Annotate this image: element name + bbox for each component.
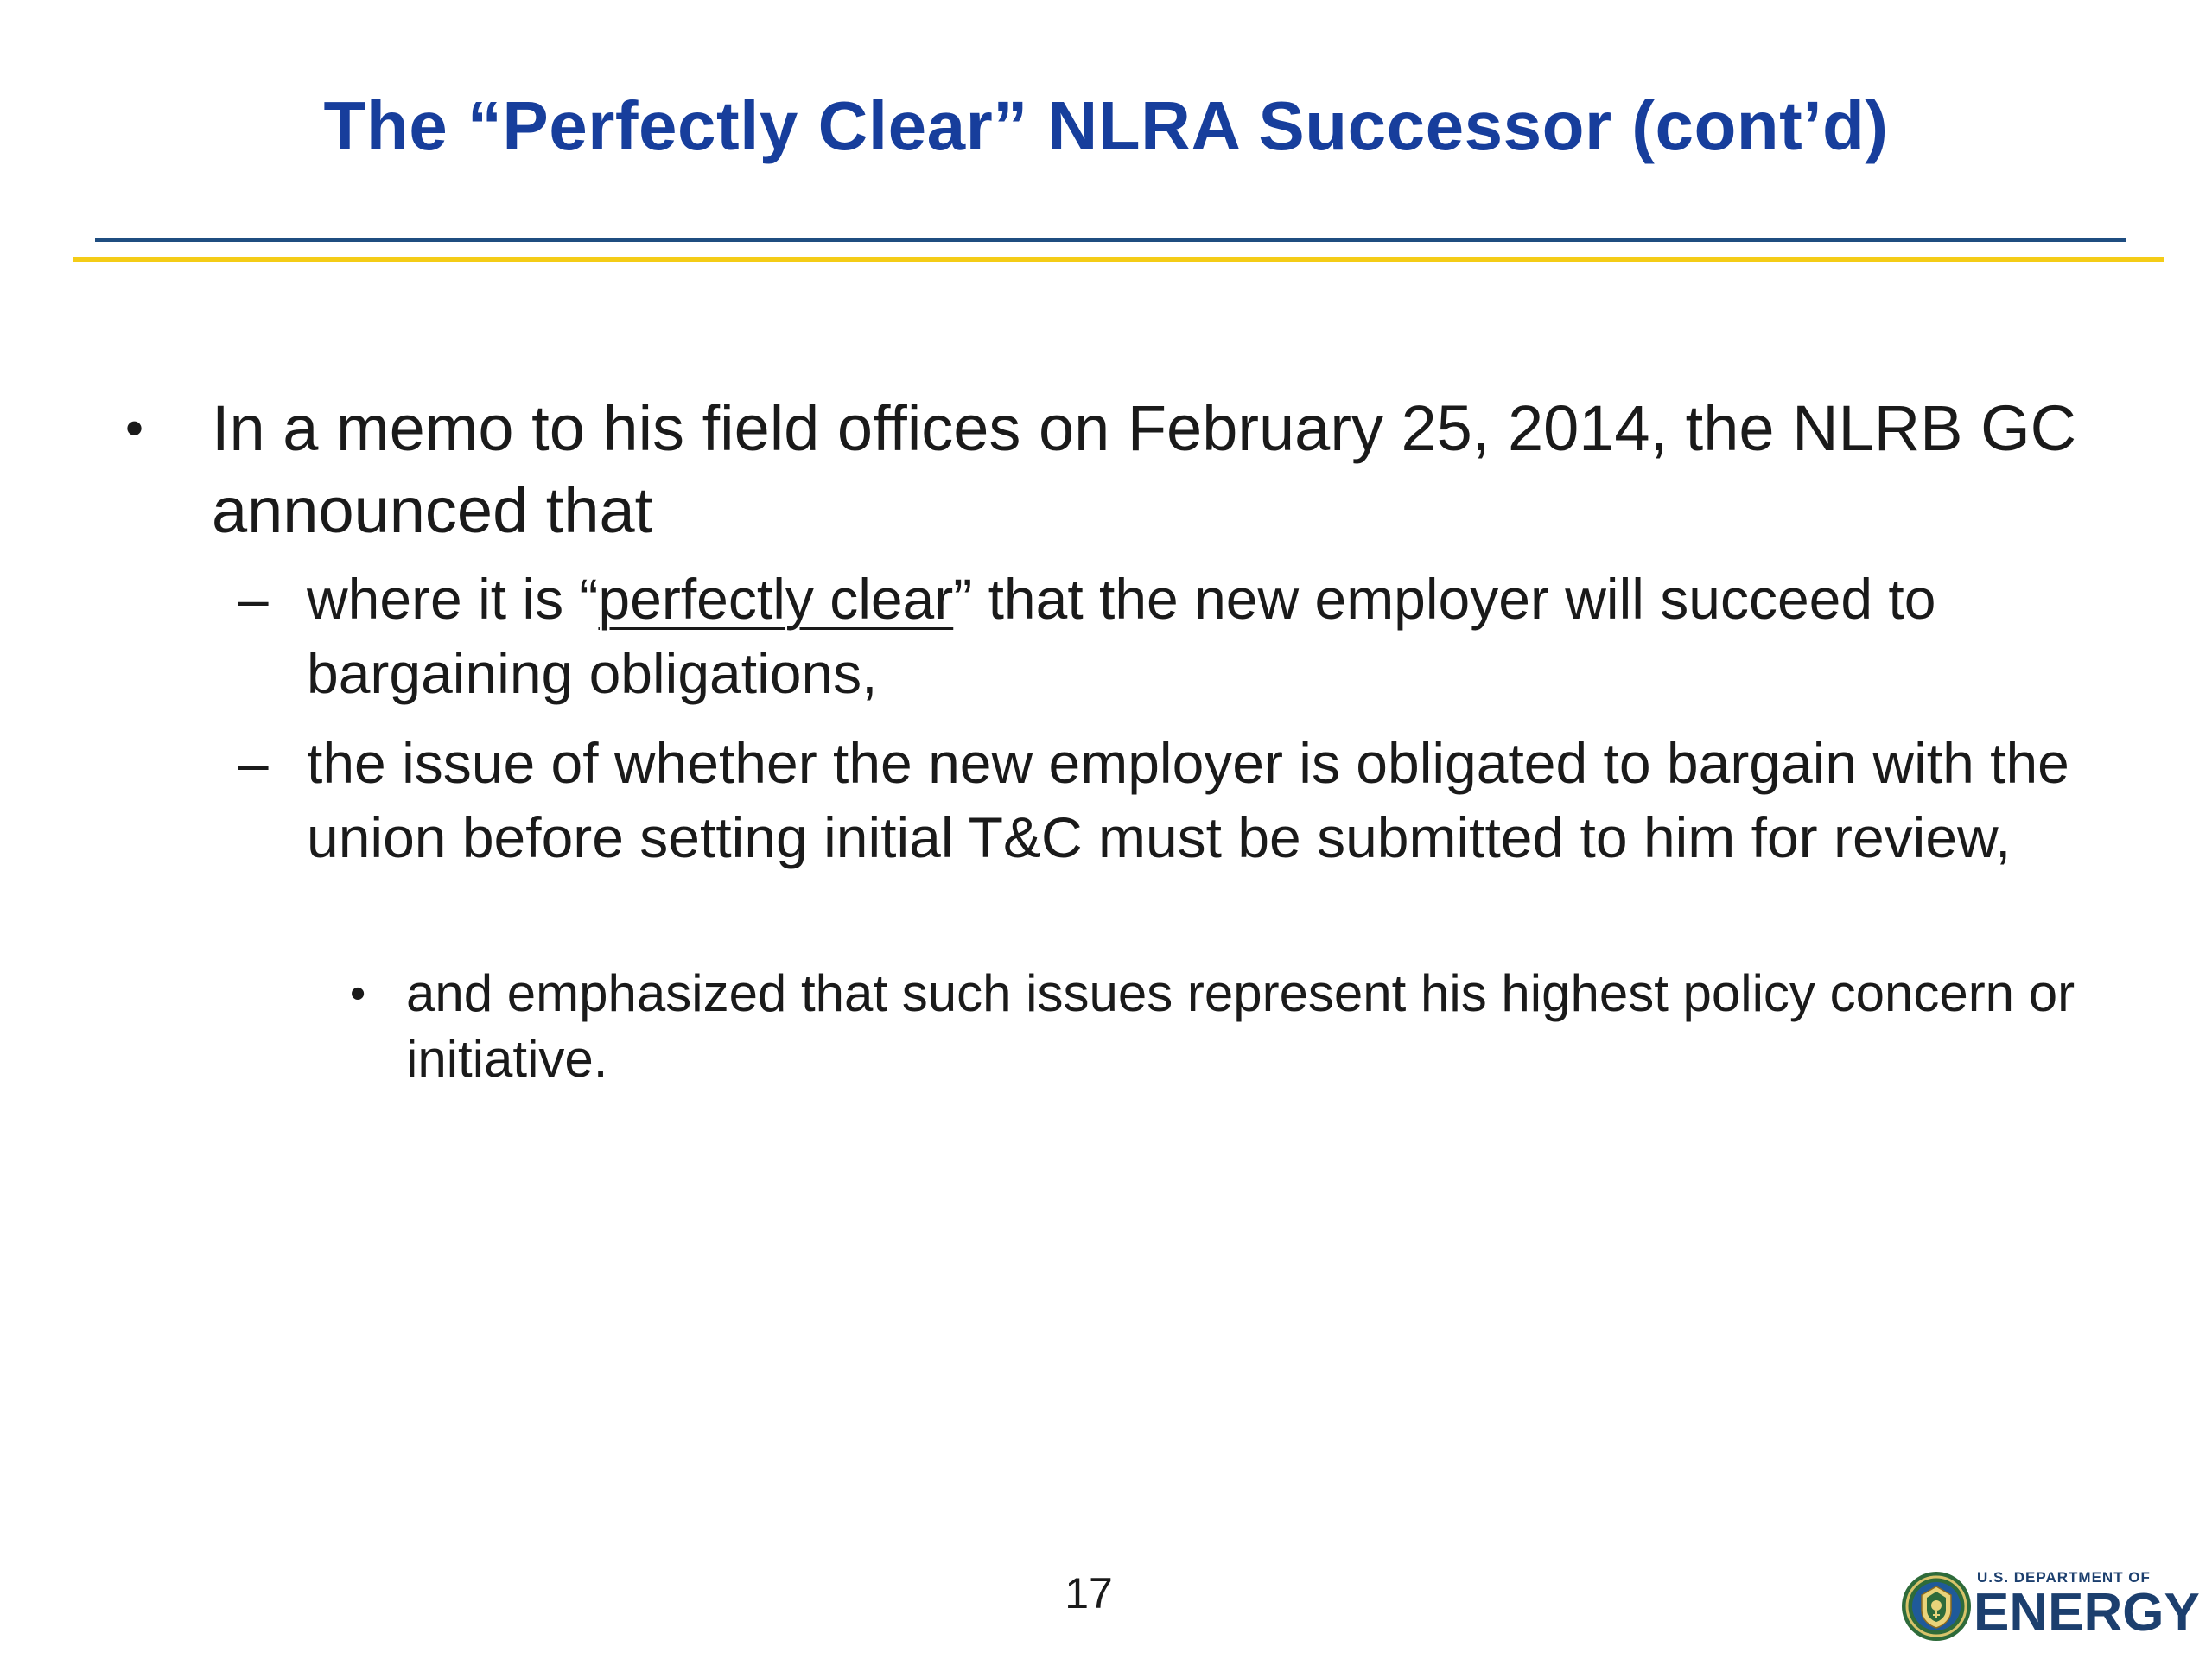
underlined-phrase: perfectly clear bbox=[598, 567, 954, 631]
bullet-marker: • bbox=[125, 399, 144, 457]
logo-energy-text: ENERGY bbox=[1974, 1583, 2200, 1643]
bullet-level3-policy-concern bbox=[350, 961, 2091, 1092]
logo-department-text: U.S. DEPARTMENT OF bbox=[1977, 1569, 2151, 1586]
bullet-text: the issue of whether the new employer is obligated to bargain with the union before setting initial T&C must be submitted to him for review, bbox=[307, 731, 2069, 869]
bullet-text bbox=[307, 562, 2087, 710]
bullet-text: In a memo to his field offices on February 25, 2014, the NLRB GC announced that bbox=[212, 392, 2077, 546]
text-before: where it is “ bbox=[307, 567, 599, 631]
bullet-text: and emphasized that such issues represent his highest policy concern or initiative. bbox=[406, 964, 2075, 1088]
doe-seal-icon bbox=[1901, 1571, 1972, 1642]
bullet-marker: • bbox=[350, 969, 366, 1019]
dash-marker: – bbox=[238, 568, 269, 630]
doe-logo bbox=[1901, 1564, 2200, 1643]
bullet-level2-perfectly-clear bbox=[238, 562, 2087, 710]
bullet-level1 bbox=[125, 387, 2113, 551]
page-number: 17 bbox=[1065, 1569, 1113, 1618]
text-after: ” that the new employer will succeed to bargaining obligations, bbox=[307, 567, 1936, 705]
dash-marker: – bbox=[238, 732, 269, 794]
bullet-level2-bargain-issue bbox=[238, 726, 2087, 874]
slide-title: The “Perfectly Clear” NLRA Successor (cont’d) bbox=[323, 87, 1889, 164]
